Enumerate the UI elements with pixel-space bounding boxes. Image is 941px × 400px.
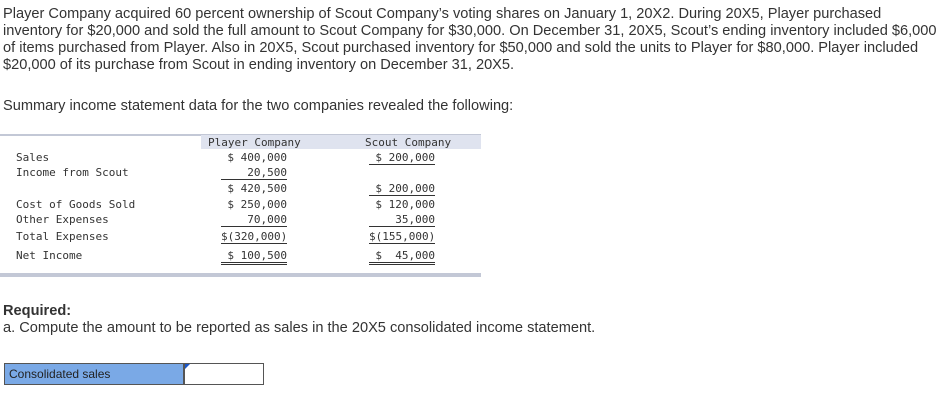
net-income-label: Net Income bbox=[16, 249, 83, 262]
other-expenses-label: Other Expenses bbox=[16, 213, 109, 226]
sales-label: Sales bbox=[16, 151, 50, 164]
cogs-label: Cost of Goods Sold bbox=[16, 198, 136, 211]
sales-scout-value: $ 200,000 bbox=[369, 151, 435, 165]
player-company-header: Player Company bbox=[208, 136, 301, 149]
income-from-scout-label: Income from Scout bbox=[16, 166, 129, 179]
required-heading: Required: bbox=[3, 303, 72, 319]
cogs-scout-value: $ 120,000 bbox=[375, 198, 435, 211]
scout-company-header: Scout Company bbox=[365, 136, 452, 149]
problem-paragraph: Player Company acquired 60 percent ownership of Scout Company’s voting shares on January 1, 20X2. During 20X5, Player purchased inventory for $20,000 and sold the full amount to Scout Company for $30,000. On December 31, 20X5, Scout’s ending inventory included $6,000 of items purchased from Player. Also in 20X5, Scout purchased inventory for $50,000 and sold the units to Player for $80,000. Player included $20,000 of its purchase from Scout in ending inventory on December 31, 20X5. bbox=[3, 6, 937, 73]
income-from-scout-player-value: 20,500 bbox=[221, 166, 287, 180]
sales-player-value: $ 400,000 bbox=[227, 151, 287, 164]
total-expenses-label: Total Expenses bbox=[16, 230, 109, 243]
net-income-scout-value: $ 45,000 bbox=[369, 249, 435, 265]
summary-intro: Summary income statement data for the two companies revealed the following: bbox=[3, 98, 514, 114]
cell-marker-icon bbox=[185, 364, 190, 369]
other-expenses-scout-value: 35,000 bbox=[369, 213, 435, 227]
subtotal-scout-value: $ 200,000 bbox=[369, 182, 435, 196]
table-bottom-rule bbox=[0, 273, 481, 277]
consolidated-sales-input[interactable] bbox=[184, 363, 264, 385]
total-expenses-player-value: $(320,000) bbox=[221, 230, 288, 243]
consolidated-sales-label: Consolidated sales bbox=[4, 363, 184, 385]
question-text: a. Compute the amount to be reported as sales in the 20X5 consolidated income statement. bbox=[3, 320, 596, 336]
total-expenses-scout-value: $(155,000) bbox=[369, 230, 436, 243]
subtotal-player-value: $ 420,500 bbox=[227, 182, 287, 195]
cogs-player-value: $ 250,000 bbox=[227, 198, 287, 211]
other-expenses-player-value: 70,000 bbox=[221, 213, 287, 227]
net-income-player-value: $ 100,500 bbox=[221, 249, 287, 265]
